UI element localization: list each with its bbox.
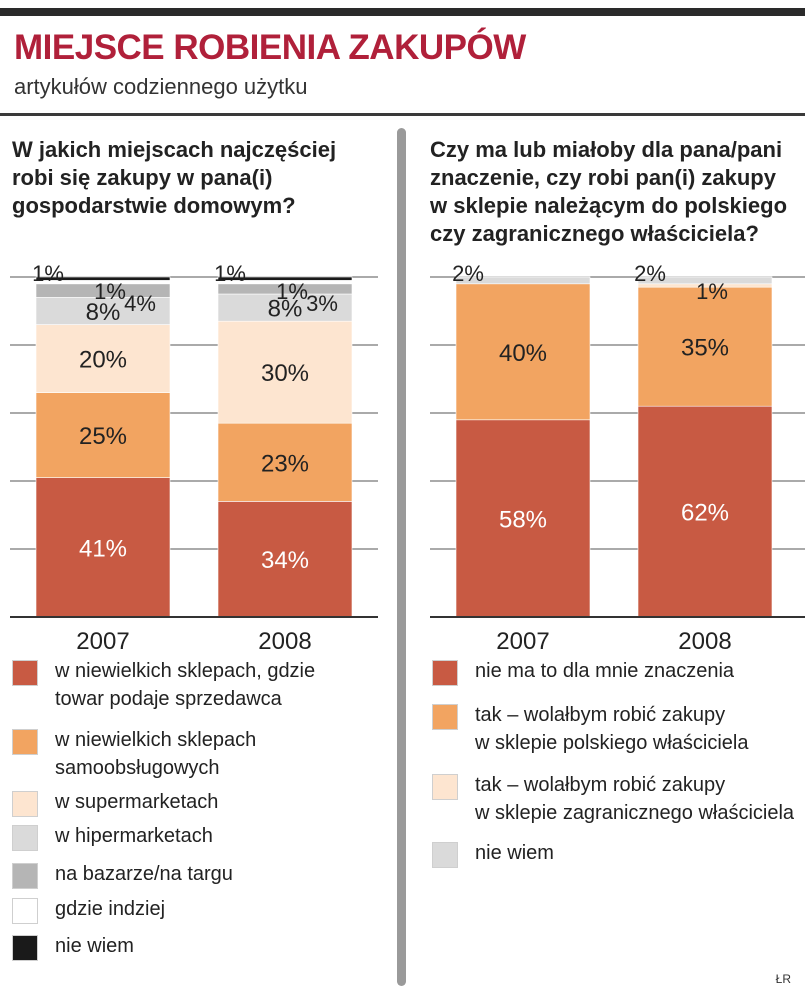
page-subtitle: artykułów codziennego użytku xyxy=(14,74,308,99)
data-label: 1% xyxy=(214,261,246,286)
legend-swatch xyxy=(432,704,458,730)
legend-label-line: nie wiem xyxy=(55,935,134,957)
question-line: czy zagranicznego właściciela? xyxy=(430,221,759,246)
legend-label xyxy=(475,771,794,827)
legend-label xyxy=(55,895,165,923)
legend-label xyxy=(475,657,734,685)
legend-label-line: w niewielkich sklepach xyxy=(55,729,257,751)
data-label: 1% xyxy=(32,261,64,286)
panel-divider xyxy=(397,128,406,986)
question-line: znaczenie, czy robi pan(i) zakupy xyxy=(430,165,776,190)
legend-label-line: w supermarketach xyxy=(55,791,219,813)
question-line: w sklepie należącym do polskiego xyxy=(430,193,788,218)
data-label: 1% xyxy=(276,279,308,304)
question-line: W jakich miejscach najczęściej xyxy=(12,137,337,162)
legend-label-line: w sklepie polskiego właściciela xyxy=(475,732,749,754)
data-label: 3% xyxy=(306,291,338,316)
legend-label-line: w sklepie zagranicznego właściciela xyxy=(475,802,795,824)
data-label: 30% xyxy=(260,360,310,388)
right-chart-question xyxy=(430,136,787,248)
data-label: 4% xyxy=(124,291,156,316)
legend-label-line: w niewielkich sklepach, gdzie xyxy=(55,660,316,682)
data-label: 62% xyxy=(680,499,730,527)
legend-label-line: nie wiem xyxy=(475,842,554,864)
left-chart-question xyxy=(12,136,336,220)
legend-label-line: samoobsługowych xyxy=(55,757,220,779)
category-label: 2008 xyxy=(678,628,732,655)
legend-swatch xyxy=(432,660,458,686)
data-label: 34% xyxy=(260,547,310,575)
legend-label xyxy=(55,822,213,850)
category-label: 2007 xyxy=(76,628,130,655)
legend-swatch xyxy=(432,842,458,868)
legend-label xyxy=(55,657,315,713)
data-label: 40% xyxy=(498,339,548,367)
legend-label xyxy=(55,726,256,782)
legend-label xyxy=(475,839,554,867)
legend-swatch xyxy=(12,729,38,755)
legend-swatch xyxy=(12,898,38,924)
question-line: gospodarstwie domowym? xyxy=(12,193,296,218)
category-label: 2008 xyxy=(258,628,312,655)
legend-label-line: gdzie indziej xyxy=(55,898,166,920)
legend-label xyxy=(475,701,748,757)
data-label: 41% xyxy=(78,535,128,563)
legend-label xyxy=(55,932,134,960)
data-label: 2% xyxy=(634,261,666,286)
legend-swatch xyxy=(12,863,38,889)
legend-label-line: towar podaje sprzedawca xyxy=(55,688,282,710)
top-rule xyxy=(0,8,805,16)
header-divider xyxy=(0,113,805,116)
data-label: 35% xyxy=(680,334,730,362)
data-label: 8% xyxy=(85,299,121,326)
legend-label-line: w hipermarketach xyxy=(55,825,213,847)
data-label: 8% xyxy=(267,295,303,323)
legend-swatch xyxy=(12,825,38,851)
legend-label-line: tak – wolałbym robić zakupy xyxy=(475,704,726,726)
data-label: 25% xyxy=(78,423,128,451)
category-label: 2007 xyxy=(496,628,550,655)
question-line: Czy ma lub miałoby dla pana/pani xyxy=(430,137,783,162)
legend-label-line: nie ma to dla mnie znaczenia xyxy=(475,660,735,682)
data-label: 2% xyxy=(452,261,484,286)
legend-swatch xyxy=(12,660,38,686)
data-label: 58% xyxy=(498,506,548,534)
legend-label-line: tak – wolałbym robić zakupy xyxy=(475,774,726,796)
data-label: 23% xyxy=(260,450,310,478)
right-stacked-bar-chart xyxy=(420,255,805,655)
left-stacked-bar-chart xyxy=(0,255,390,655)
page-title: MIEJSCE ROBIENIA ZAKUPÓW xyxy=(14,28,526,67)
data-label: 20% xyxy=(78,346,128,374)
legend-label-line: na bazarze/na targu xyxy=(55,863,233,885)
data-label: 1% xyxy=(94,279,126,304)
author-credit: ŁR xyxy=(775,972,791,986)
legend-swatch xyxy=(432,774,458,800)
question-line: robi się zakupy w pana(i) xyxy=(12,165,273,190)
legend-label xyxy=(55,860,233,888)
legend-swatch xyxy=(12,935,38,961)
legend-swatch xyxy=(12,791,38,817)
legend-label xyxy=(55,788,218,816)
data-label: 1% xyxy=(696,279,728,304)
